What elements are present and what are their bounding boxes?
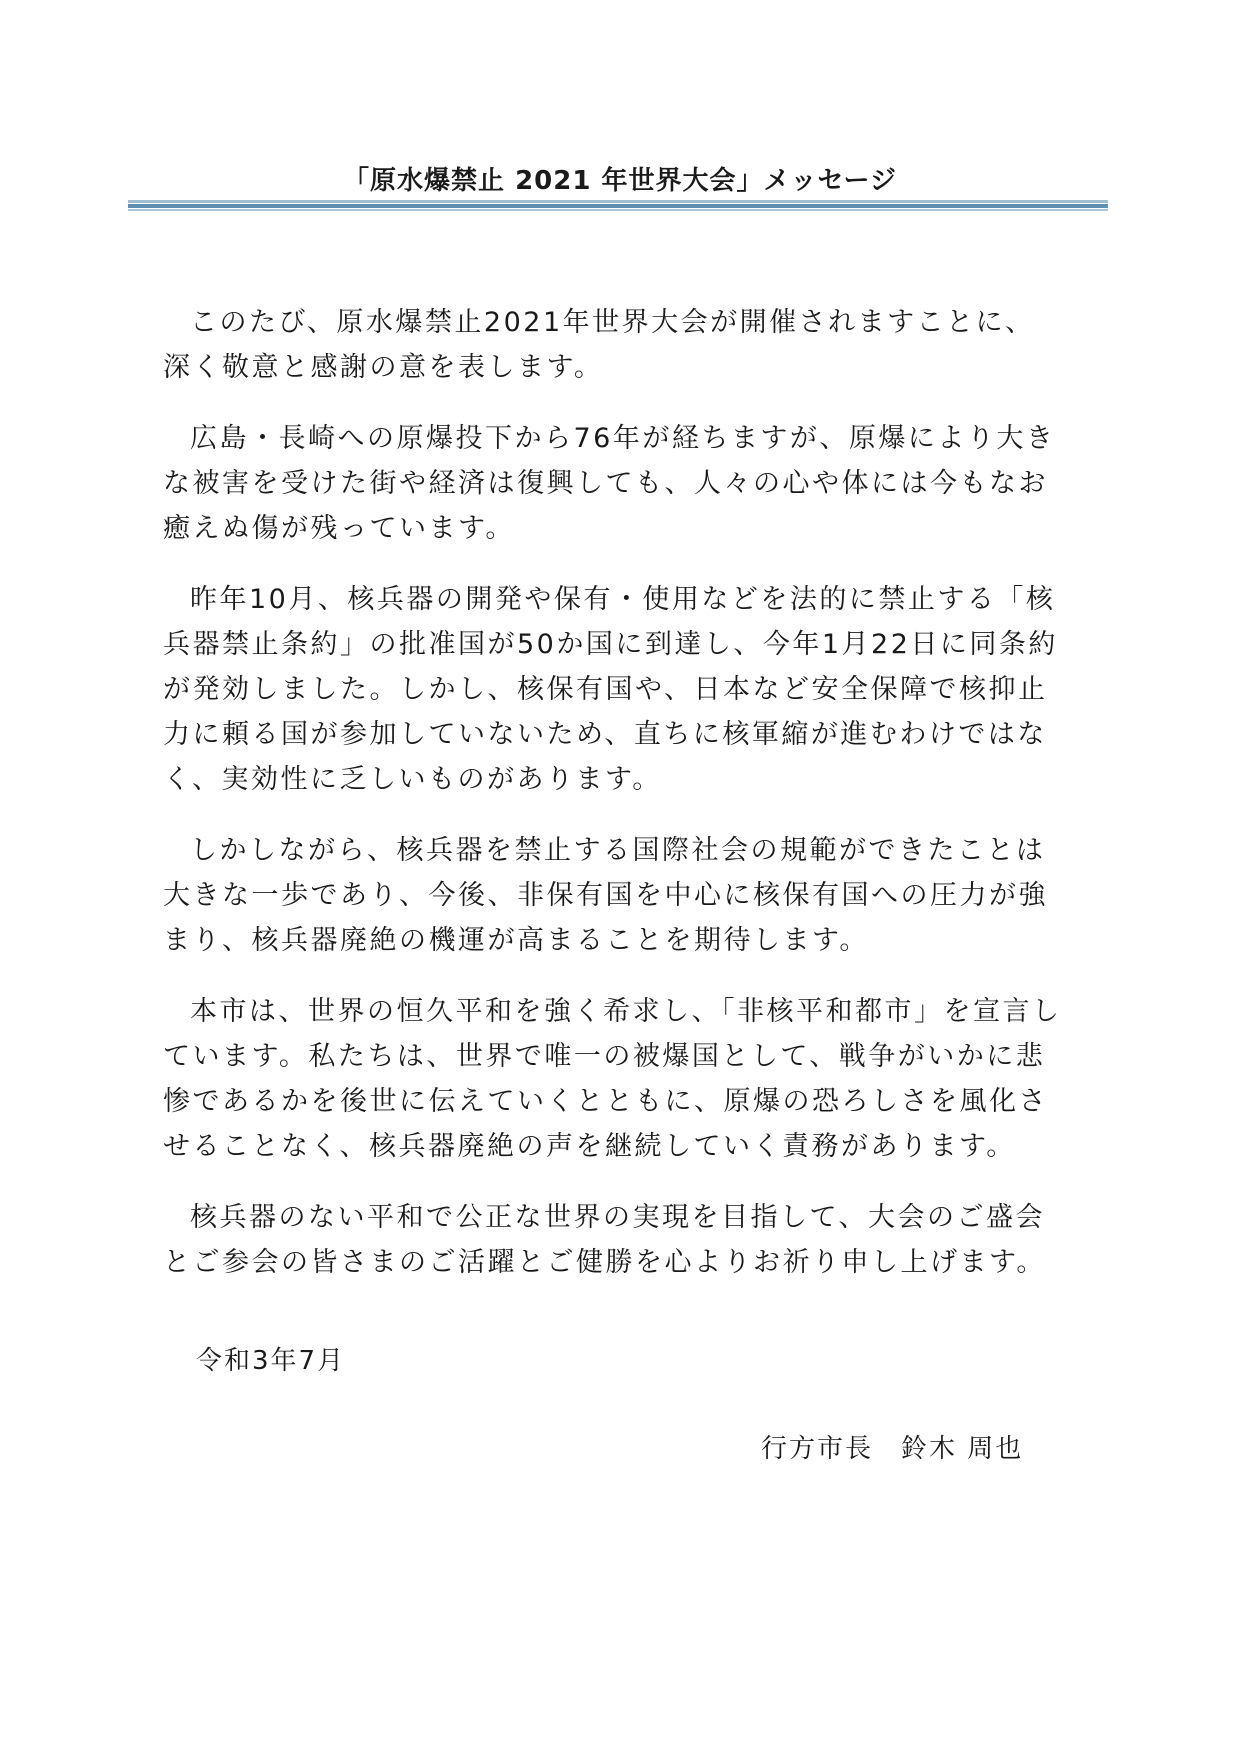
paragraph-5: 本市は、世界の恒久平和を強く希求し、「非核平和都市」を宣言しています。私たちは、世界で唯一の被爆国として、戦争がいかに悲惨であるかを後世に伝えていくとともに、原爆の恐ろしさを風化させることなく、核兵器廃絶の声を継続していく責務があります。 xyxy=(163,996,1062,1162)
paragraph-4: しかしながら、核兵器を禁止する国際社会の規範ができたことは大きな一歩であり、今後、非保有国を中心に核保有国への圧力が強まり、核兵器廃絶の機運が高まることを期待します。 xyxy=(163,835,1048,956)
paragraph-1: このたび、原水爆禁止2021年世界大会が開催されますことに、深く敬意と感謝の意を表します。 xyxy=(163,307,1035,383)
issue-date: 令和3年7月 xyxy=(196,1346,346,1376)
title-underline-top xyxy=(128,200,1108,203)
paragraph-2: 広島・長崎への原爆投下から76年が経ちますが、原爆により大きな被害を受けた街や経済は復興しても、人々の心や体には今もなお癒えぬ傷が残っています。 xyxy=(163,423,1056,544)
signature: 行方市長 鈴木 周也 xyxy=(761,1434,1024,1464)
title-underline-bottom xyxy=(128,209,1108,211)
paragraph-3: 昨年10月、核兵器の開発や保有・使用などを法的に禁止する「核兵器禁止条約」の批准国が50か国に到達し、今年1月22日に同条約が発効しました。しかし、核保有国や、日本など安全保障で核抑止力に頼る国が参加していないため、直ちに核軍縮が進むわけではなく、実効性に乏しいものがあります。 xyxy=(163,584,1058,795)
document-title: 「原水爆禁止 2021 年世界大会」メッセージ xyxy=(343,166,897,196)
title-underline xyxy=(128,200,1108,212)
title-underline-middle xyxy=(128,204,1108,208)
message-body xyxy=(163,300,1063,1311)
paragraph-6: 核兵器のない平和で公正な世界の実現を目指して、大会のご盛会とご参会の皆さまのご活躍とご健勝を心よりお祈り申し上げます。 xyxy=(163,1202,1046,1278)
